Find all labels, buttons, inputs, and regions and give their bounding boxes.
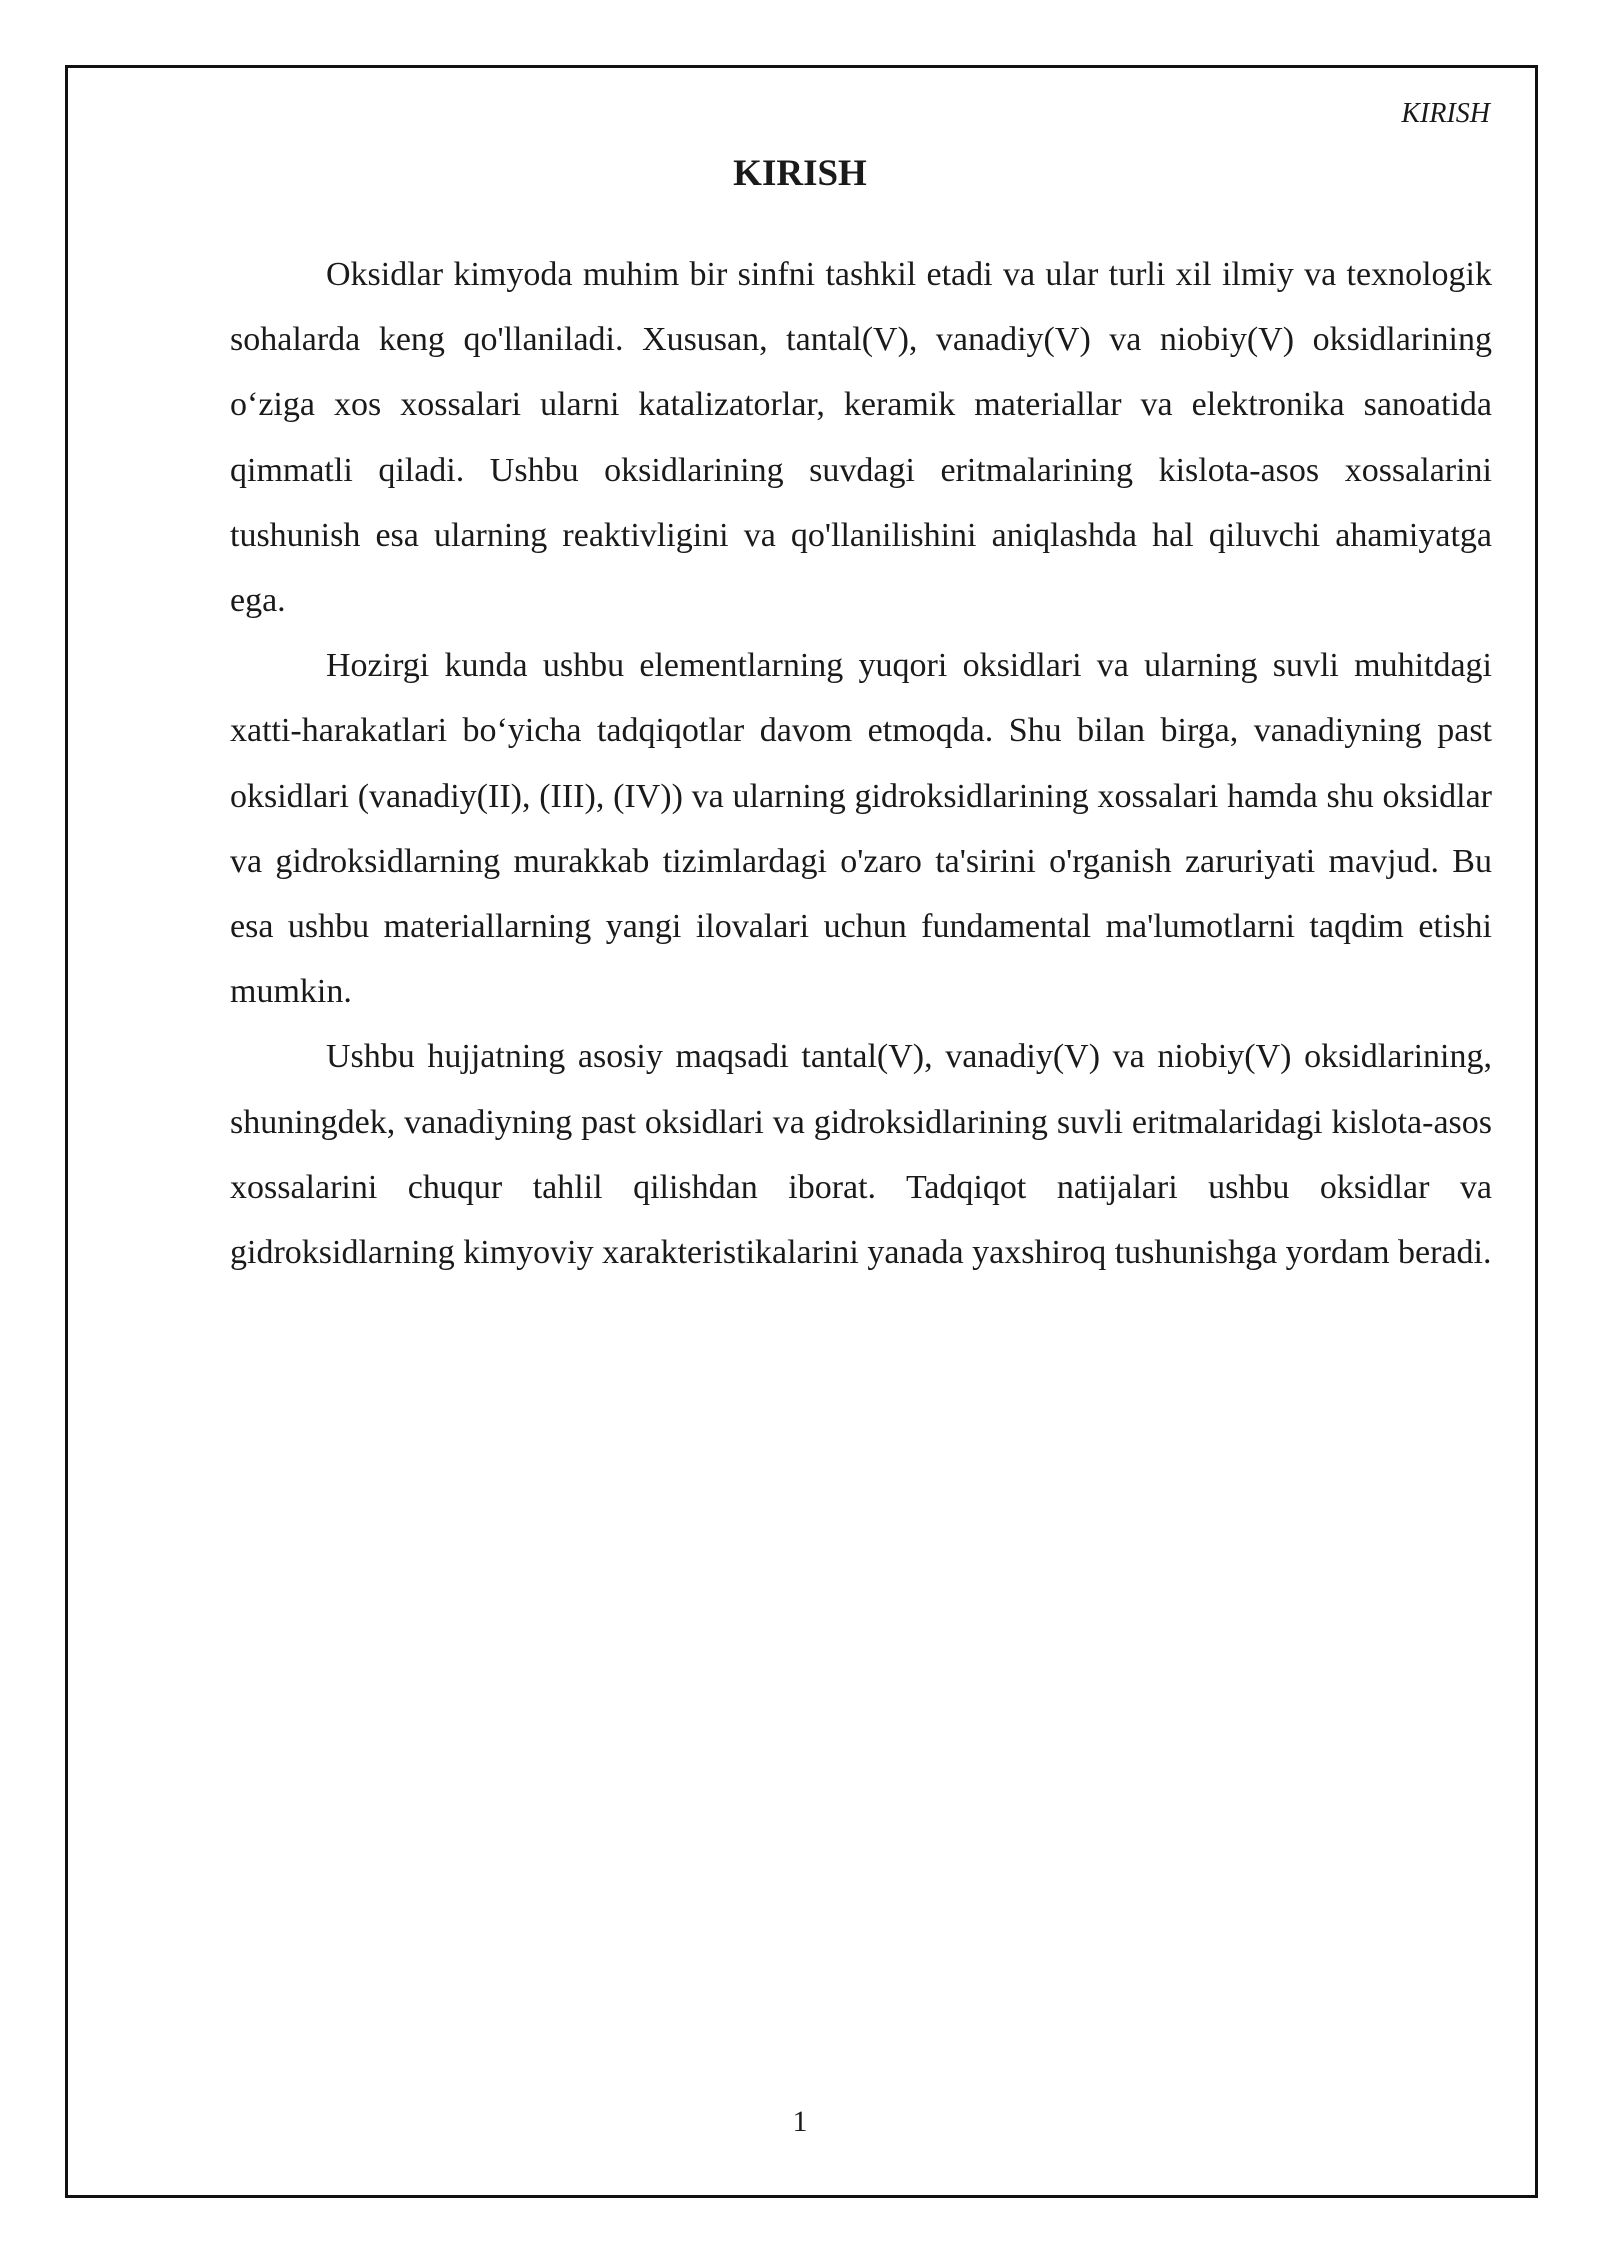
running-header: KIRISH [1401, 98, 1490, 129]
page-title: KIRISH [733, 153, 867, 194]
paragraph-1: Oksidlar kimyoda muhim bir sinfni tashkil etadi va ular turli xil ilmiy va texnologik sohalarda keng qo'llaniladi. Xususan, tantal(V), vanadiy(V) va niobiy(V) oksidlarining o‘ziga xos xossalari ularni katalizatorlar, keramik materiallar va elektronika sanoatida qimmatli qiladi. Ushbu oksidlarining suvdagi eritmalarining kislota-asos xossalarini tushunish esa ularning reaktivligini va qo'llanilishini aniqlashda hal qiluvchi ahamiyatga ega. [230, 256, 1492, 620]
body-text [230, 242, 1492, 1285]
paragraph-2: Hozirgi kunda ushbu elementlarning yuqori oksidlari va ularning suvli muhitdagi xatti-harakatlari bo‘yicha tadqiqotlar davom etmoqda. Shu bilan birga, vanadiyning past oksidlari (vanadiy(II), (III), (IV)) va ularning gidroksidlarining xossalari hamda shu oksidlar va gidroksidlarning murakkab tizimlardagi o'zaro ta'sirini o'rganish zaruriyati mavjud. Bu esa ushbu materiallarning yangi ilovalari uchun fundamental ma'lumotlarni taqdim etishi mumkin. [230, 647, 1492, 1011]
paragraph-3: Ushbu hujjatning asosiy maqsadi tantal(V), vanadiy(V) va niobiy(V) oksidlarining, shuningdek, vanadiyning past oksidlari va gidroksidlarining suvli eritmalaridagi kislota-asos xossalarini chuqur tahlil qilishdan iborat. Tadqiqot natijalari ushbu oksidlar va gidroksidlarning kimyoviy xarakteristikalarini yanada yaxshiroq tushunishga yordam beradi. [230, 1038, 1492, 1272]
page-number: 1 [792, 2105, 808, 2138]
